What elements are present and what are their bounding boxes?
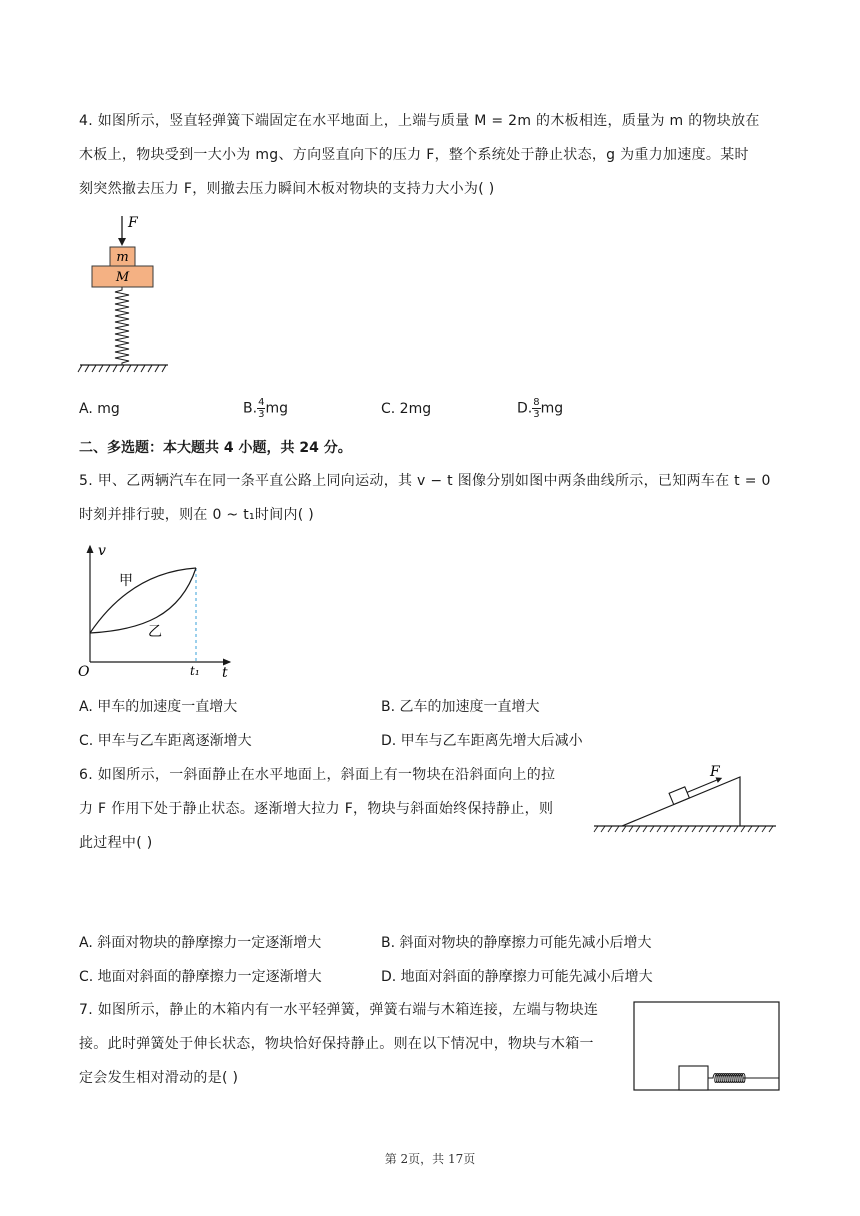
q4-option-d-prefix: D. [517,400,533,417]
q6-incline-figure [590,762,780,834]
q7-stem-line-1: 7. 如图所示，静止的木箱内有一水平轻弹簧，弹簧右端与木箱连接，左端与物块连 [79,1002,599,1018]
q5-option-d[interactable]: D. 甲车与乙车距离先增大后减小 [381,733,583,749]
q6-force-label: F [710,764,720,780]
q4-option-c[interactable]: C. 2mg [381,401,432,417]
q4-stem-line-1: 4. 如图所示，竖直轻弹簧下端固定在水平地面上，上端与质量 M = 2m 的木板相连，质量为 m 的物块放在 [79,113,760,129]
q4-block-M-label: M [115,270,130,285]
q7-stem-line-3: 定会发生相对滑动的是( ) [79,1070,239,1086]
q4-option-b-suffix: mg [265,400,288,417]
q5-curve-yi [90,568,196,633]
q5-curve-yi-label: 乙 [148,624,162,640]
q5-option-b[interactable]: B. 乙车的加速度一直增大 [381,699,540,715]
q4-option-b-denominator: 3 [258,409,265,420]
q4-option-b-prefix: B. [243,400,258,417]
q5-x-axis-label: t [222,665,228,681]
q4-option-d[interactable] [517,397,563,420]
q5-origin-label: O [78,664,90,680]
q5-option-a[interactable]: A. 甲车的加速度一直增大 [79,699,238,715]
q5-t1-label: t₁ [190,664,200,678]
q7-box-spring-figure [632,1000,782,1092]
q4-option-d-fraction [532,397,540,420]
q6-option-b[interactable]: B. 斜面对物块的静摩擦力可能先减小后增大 [381,935,652,951]
q7-stem-line-2: 接。此时弹簧处于伸长状态，物块恰好保持静止。则在以下情况中，物块与木箱一 [79,1036,594,1052]
q4-force-label: F [128,215,138,231]
q4-stem-line-2: 木板上，物块受到一大小为 mg、方向竖直向下的压力 F，整个系统处于静止状态，g 为重力加速度。某时 [79,147,749,163]
q4-option-b[interactable] [243,397,288,420]
q6-option-c[interactable]: C. 地面对斜面的静摩擦力一定逐渐增大 [79,969,322,985]
q4-stem-line-3: 刻突然撤去压力 F，则撤去压力瞬间木板对物块的支持力大小为( ) [79,181,495,197]
q4-option-d-numerator: 8 [533,397,540,408]
section-heading-multiple-choice: 二、多选题：本大题共 4 小题，共 24 分。 [79,440,352,456]
q4-option-d-suffix: mg [540,400,564,417]
q4-spring-figure [70,210,190,380]
q4-option-b-numerator: 4 [258,397,265,408]
q6-option-a[interactable]: A. 斜面对物块的静摩擦力一定逐渐增大 [79,935,322,951]
q5-stem-line-1: 5. 甲、乙两辆汽车在同一条平直公路上同向运动，其 v − t 图像分别如图中两条曲线所示，已知两车在 t = 0 [79,473,771,489]
q6-stem-line-3: 此过程中( ) [79,835,153,851]
q4-option-d-denominator: 3 [533,409,540,420]
q5-stem-line-2: 时刻并排行驶，则在 0 ~ t₁时间内( ) [79,507,315,523]
q5-option-c[interactable]: C. 甲车与乙车距离逐渐增大 [79,733,252,749]
page-footer: 第 2页，共 17页 [384,1152,476,1166]
q5-vt-graph [72,538,242,681]
q6-option-d[interactable]: D. 地面对斜面的静摩擦力可能先减小后增大 [381,969,653,985]
q6-stem-line-2: 力 F 作用下处于静止状态。逐渐增大拉力 F，物块与斜面始终保持静止，则 [79,801,554,817]
q4-option-a[interactable]: A. mg [79,401,120,417]
q5-y-axis-label: v [98,543,106,559]
q4-block-m-label: m [116,250,129,265]
q5-curve-jia-label: 甲 [119,573,133,589]
q6-stem-line-1: 6. 如图所示，一斜面静止在水平地面上，斜面上有一物块在沿斜面向上的拉 [79,767,556,783]
